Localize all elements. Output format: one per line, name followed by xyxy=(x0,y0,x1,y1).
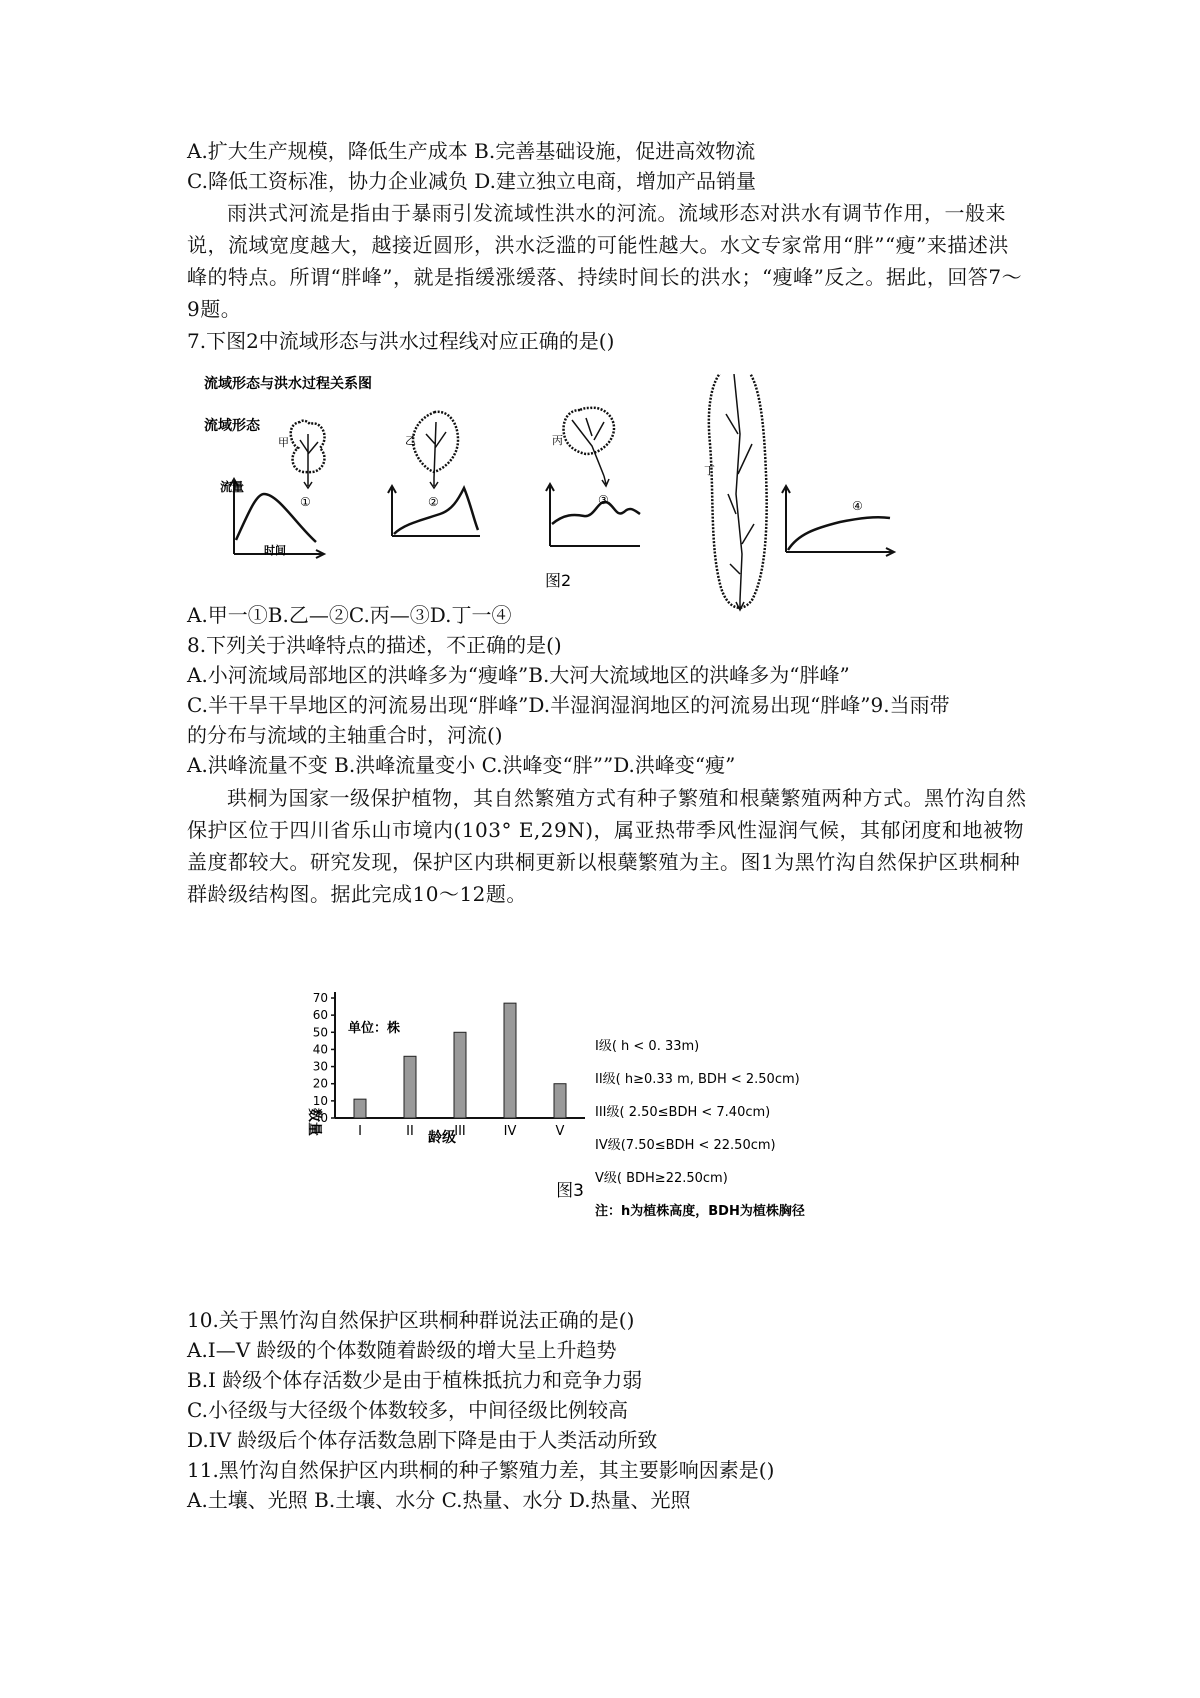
passage-flood-river: 雨洪式河流是指由于暴雨引发流域性洪水的河流。流域形态对洪水有调节作用，一般来说，流域宽度越大，越接近圆形，洪水泛滥的可能性越大。水文专家常用“胖”“瘦”来描述洪峰的特点。所谓“胖峰”，就是指缓涨缓落、持续时间长的洪水；“瘦峰”反之。据此，回答7～9题。 xyxy=(187,201,1023,321)
fig2-shape-label: 流域形态 xyxy=(204,418,260,434)
bar-III xyxy=(454,1032,466,1118)
bar-II xyxy=(404,1056,416,1118)
chart-caption: 图3 xyxy=(556,1181,584,1201)
y-tick-label: 10 xyxy=(312,1093,328,1108)
question-9: 的分布与流域的主轴重合时，河流() xyxy=(187,723,503,747)
q10-option-b: B.I 龄级个体存活数少是由于植株抵抗力和竞争力弱 xyxy=(187,1368,643,1392)
question-10: 10.关于黑竹沟自然保护区珙桐种群说法正确的是() xyxy=(187,1308,635,1332)
y-tick-label: 60 xyxy=(312,1008,328,1023)
option-line-cd: C.降低工资标准，协力企业减负 D.建立独立电商，增加产品销量 xyxy=(187,169,756,193)
q11-options: A.土壤、光照 B.土壤、水分 C.热量、水分 D.热量、光照 xyxy=(187,1488,691,1512)
curve-4-label: ④ xyxy=(852,499,863,513)
fig2-title: 流域形态与洪水过程关系图 xyxy=(204,376,372,392)
y-tick-label: 70 xyxy=(312,991,328,1005)
question-7: 7.下图2中流域形态与洪水过程线对应正确的是() xyxy=(187,329,615,353)
bar-I xyxy=(354,1099,366,1118)
q8-options-cd: C.半干旱干旱地区的河流易出现“胖峰”D.半湿润湿润地区的河流易出现“胖峰”9.当雨带 xyxy=(187,693,950,717)
chart-ylabel: 数量 xyxy=(306,1108,322,1136)
y-tick-label: 40 xyxy=(312,1042,328,1057)
category-label-V: V xyxy=(555,1124,565,1139)
fig2-ylabel: 流量 xyxy=(220,480,245,494)
y-tick-label: 30 xyxy=(312,1059,328,1074)
basin-jia-label: 甲 xyxy=(278,436,289,449)
q10-option-a: A.I—V 龄级的个体数随着龄级的增大呈上升趋势 xyxy=(187,1338,617,1362)
legend-entry: III级( 2.50≤BDH < 7.40cm) xyxy=(595,1105,771,1120)
basin-bing-label: 丙 xyxy=(552,434,563,447)
category-label-IV: IV xyxy=(503,1124,517,1139)
y-tick-label: 50 xyxy=(312,1025,328,1040)
basin-ding-label: 丁 xyxy=(704,464,715,477)
fig2-caption: 图2 xyxy=(545,571,572,590)
chart-xlabel: 龄级 xyxy=(428,1130,456,1146)
figure-3-age-structure-chart xyxy=(290,980,940,1300)
fig2-xlabel: 时间 xyxy=(264,544,286,557)
y-tick-label: 20 xyxy=(312,1076,328,1091)
passage-dove-tree: 珙桐为国家一级保护植物，其自然繁殖方式有种子繁殖和根蘖繁殖两种方式。黑竹沟自然保护区位于四川省乐山市境内(103° E,29N)，属亚热带季风性湿润气候，其郁闭度和地被物盖度都较大。研究发现，保护区内珙桐更新以根蘖繁殖为主。图1为黑竹沟自然保护区珙桐种群龄级结构图。据此完成10～12题。 xyxy=(187,786,1027,906)
category-label-III: III xyxy=(454,1124,466,1139)
category-label-I: I xyxy=(358,1124,362,1139)
legend-entry: II级( h≥0.33 m, BDH < 2.50cm) xyxy=(595,1072,800,1087)
bar-V xyxy=(554,1084,566,1118)
curve-2-label: ② xyxy=(428,495,439,509)
legend-entry: 注：h为植株高度，BDH为植株胸径 xyxy=(595,1204,805,1219)
curve-3-label: ③ xyxy=(598,493,609,507)
basin-bing-shape xyxy=(564,408,614,454)
question-8: 8.下列关于洪峰特点的描述，不正确的是() xyxy=(187,633,562,657)
basin-yi-label: 乙 xyxy=(405,434,416,447)
chart-unit-note: 单位：株 xyxy=(348,1021,401,1036)
q9-options: A.洪峰流量不变 B.洪峰流量变小 C.洪峰变“胖””D.洪峰变“瘦” xyxy=(187,753,736,777)
q10-option-d: D.IV 龄级后个体存活数急剧下降是由于人类活动所致 xyxy=(187,1428,658,1452)
legend-entry: I级( h < 0. 33m) xyxy=(595,1039,700,1054)
q10-option-c: C.小径级与大径级个体数较多，中间径级比例较高 xyxy=(187,1398,628,1422)
y-tick-label: 0 xyxy=(320,1111,328,1125)
bar-IV xyxy=(504,1003,516,1118)
category-label-II: II xyxy=(406,1124,414,1139)
q7-options: A.甲一①B.乙—②C.丙—③D.丁一④ xyxy=(187,603,512,627)
curve-1-label: ① xyxy=(300,495,311,509)
legend-entry: IV级(7.50≤BDH < 22.50cm) xyxy=(595,1138,776,1153)
q8-options-ab: A.小河流域局部地区的洪峰多为“瘦峰”B.大河大流域地区的洪峰多为“胖峰” xyxy=(187,663,850,687)
curve-4 xyxy=(788,517,890,550)
curve-3 xyxy=(552,502,640,524)
option-line-ab: A.扩大生产规模，降低生产成本 B.完善基础设施，促进高效物流 xyxy=(187,139,756,163)
question-11: 11.黑竹沟自然保护区内珙桐的种子繁殖力差，其主要影响因素是() xyxy=(187,1458,775,1482)
legend-entry: V级( BDH≥22.50cm) xyxy=(595,1171,728,1186)
